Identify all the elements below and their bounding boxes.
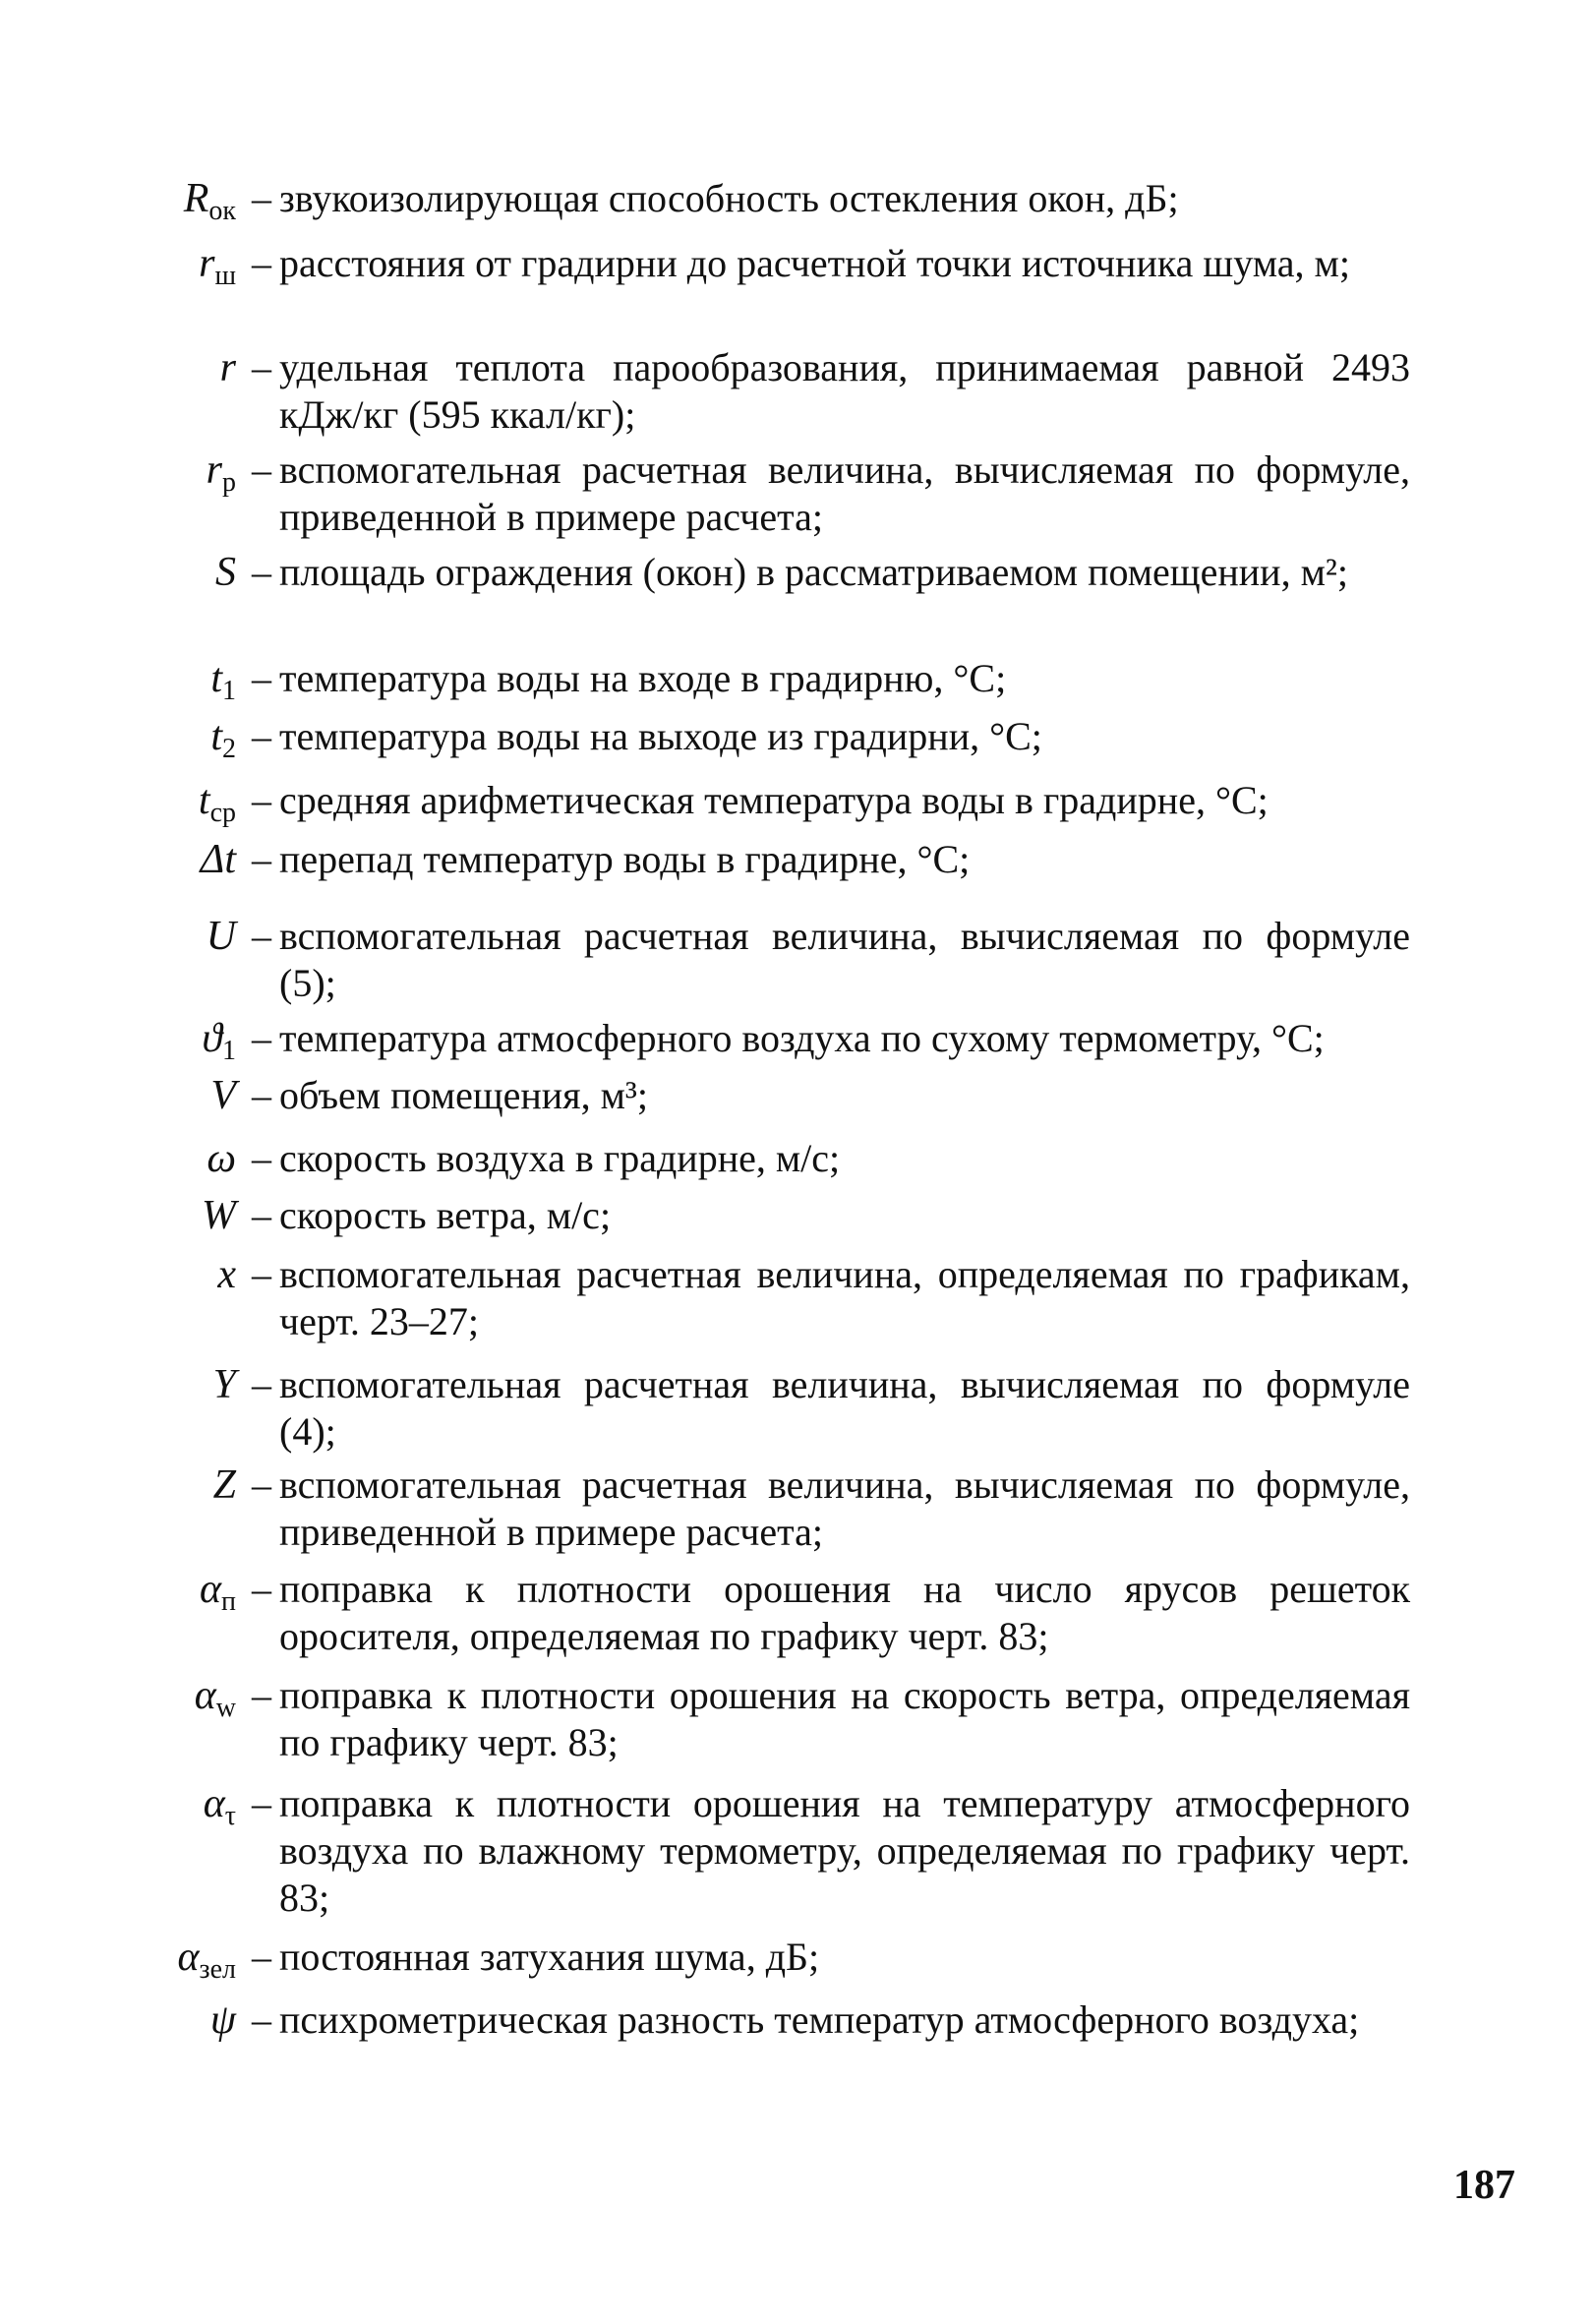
dash: – — [252, 1193, 271, 1237]
dash: – — [252, 1073, 271, 1117]
entry-r — [118, 344, 1410, 439]
dash: – — [252, 1016, 271, 1060]
symbol: $t_2$ — [210, 714, 236, 764]
dash: – — [252, 176, 271, 220]
symbol: $ϑ_1$ — [202, 1016, 236, 1066]
entry-y — [118, 1361, 1410, 1456]
dash: – — [252, 1136, 271, 1180]
dash: – — [252, 241, 271, 285]
definition: средняя арифметическая температура воды в градирне, °С; — [279, 778, 1269, 822]
symbol: Δt — [200, 837, 236, 882]
entry-t-sr — [118, 777, 1410, 837]
dash: – — [252, 1462, 271, 1507]
dash: – — [252, 1252, 271, 1296]
symbol: ω — [207, 1136, 236, 1181]
dash: – — [252, 714, 271, 758]
entry-w — [118, 1192, 1410, 1252]
symbol: Y — [212, 1362, 236, 1407]
definition: температура воды на входе в градирню, °С; — [279, 656, 1007, 700]
entry-x — [118, 1251, 1410, 1345]
definition: температура воды на выходе из градирни, °С; — [279, 714, 1042, 758]
dash: – — [252, 1673, 271, 1717]
definition: перепад температур воды в градирне, °С; — [279, 837, 971, 881]
symbol: V — [210, 1073, 236, 1118]
dash: – — [252, 778, 271, 822]
symbol: $\alpha_\tau$ — [203, 1781, 236, 1831]
dash: – — [252, 656, 271, 700]
entry-r-p — [118, 447, 1410, 541]
entry-r-ok — [118, 175, 1499, 235]
definition: поправка к плотности орошения на число ярусов решеток оросителя, определяемая по графику черт. 83; — [279, 1567, 1410, 1658]
definition: постоянная затухания шума, дБ; — [279, 1935, 820, 1979]
symbol: $\alpha_п$ — [199, 1567, 236, 1617]
symbol: Z — [212, 1462, 236, 1508]
page-number: 187 — [1453, 2163, 1515, 2208]
entry-z — [118, 1461, 1410, 1556]
symbol: $R_{ок}$ — [183, 176, 236, 226]
entry-alpha-p — [118, 1566, 1410, 1660]
definition: расстояния от градирни до расчетной точки источника шума, м; — [279, 241, 1350, 285]
definition: звукоизолирующая способность остекления окон, дБ; — [279, 176, 1179, 220]
entry-alpha-zel — [118, 1934, 1410, 1994]
definition: вспомогательная расчетная величина, вычисляемая по формуле, приведенной в примере расчета; — [279, 447, 1410, 539]
entry-alpha-tau — [118, 1780, 1410, 1922]
entry-s — [118, 549, 1410, 609]
dash: – — [252, 837, 271, 881]
entry-theta1 — [118, 1015, 1440, 1075]
symbol: $r_р$ — [206, 447, 236, 498]
definition: вспомогательная расчетная величина, определяемая по графикам, черт. 23–27; — [279, 1252, 1410, 1343]
symbol: S — [215, 550, 236, 595]
dash: – — [252, 1935, 271, 1979]
entry-v — [118, 1072, 1410, 1132]
dash: – — [252, 550, 271, 594]
definition: удельная теплота парообразования, принимаемая равной 2493 кДж/кг (595 ккал/кг); — [279, 345, 1410, 437]
definition: поправка к плотности орошения на скорость ветра, определяемая по графику черт. 83; — [279, 1673, 1410, 1764]
dash: – — [252, 1781, 271, 1825]
symbol: x — [217, 1252, 236, 1297]
symbol: $\alpha_w$ — [194, 1673, 236, 1723]
symbol: U — [206, 914, 236, 959]
entry-r-sh — [118, 240, 1410, 300]
definition: вспомогательная расчетная величина, вычисляемая по формуле (4); — [279, 1362, 1410, 1454]
dash: – — [252, 914, 271, 958]
symbol: $t_{ср}$ — [198, 778, 236, 828]
entry-delta-t — [118, 836, 1410, 896]
symbol: $r_ш$ — [199, 241, 236, 291]
symbol: r — [219, 345, 236, 390]
definition: скорость воздуха в градирне, м/с; — [279, 1136, 841, 1180]
dash: – — [252, 447, 271, 492]
entry-u — [118, 913, 1410, 1007]
definition: скорость ветра, м/с; — [279, 1193, 612, 1237]
dash: – — [252, 1567, 271, 1611]
entry-alpha-w — [118, 1672, 1410, 1766]
definition: психрометрическая разность температур атмосферного воздуха; — [279, 1997, 1360, 2042]
dash: – — [252, 345, 271, 389]
entry-omega — [118, 1135, 1410, 1195]
symbol: W — [202, 1193, 236, 1238]
dash: – — [252, 1362, 271, 1406]
definition: температура атмосферного воздуха по сухому термометру, °С; — [279, 1016, 1325, 1060]
entry-t1 — [118, 655, 1410, 715]
dash: – — [252, 1997, 271, 2042]
symbol: $t_1$ — [210, 656, 236, 706]
definition: объем помещения, м³; — [279, 1073, 648, 1117]
symbol: ψ — [209, 1997, 236, 2043]
definition: поправка к плотности орошения на температуру атмосферного воздуха по влажному термометру, определяемая по графику черт. 83; — [279, 1781, 1410, 1920]
definition: площадь ограждения (окон) в рассматриваемом помещении, м²; — [279, 550, 1348, 594]
entry-psi — [118, 1996, 1410, 2056]
symbol: $\alpha_{зел}$ — [177, 1935, 236, 1985]
definition: вспомогательная расчетная величина, вычисляемая по формуле, приведенной в примере расчета; — [279, 1462, 1410, 1554]
definition: вспомогательная расчетная величина, вычисляемая по формуле (5); — [279, 914, 1410, 1005]
entry-t2 — [118, 713, 1410, 773]
